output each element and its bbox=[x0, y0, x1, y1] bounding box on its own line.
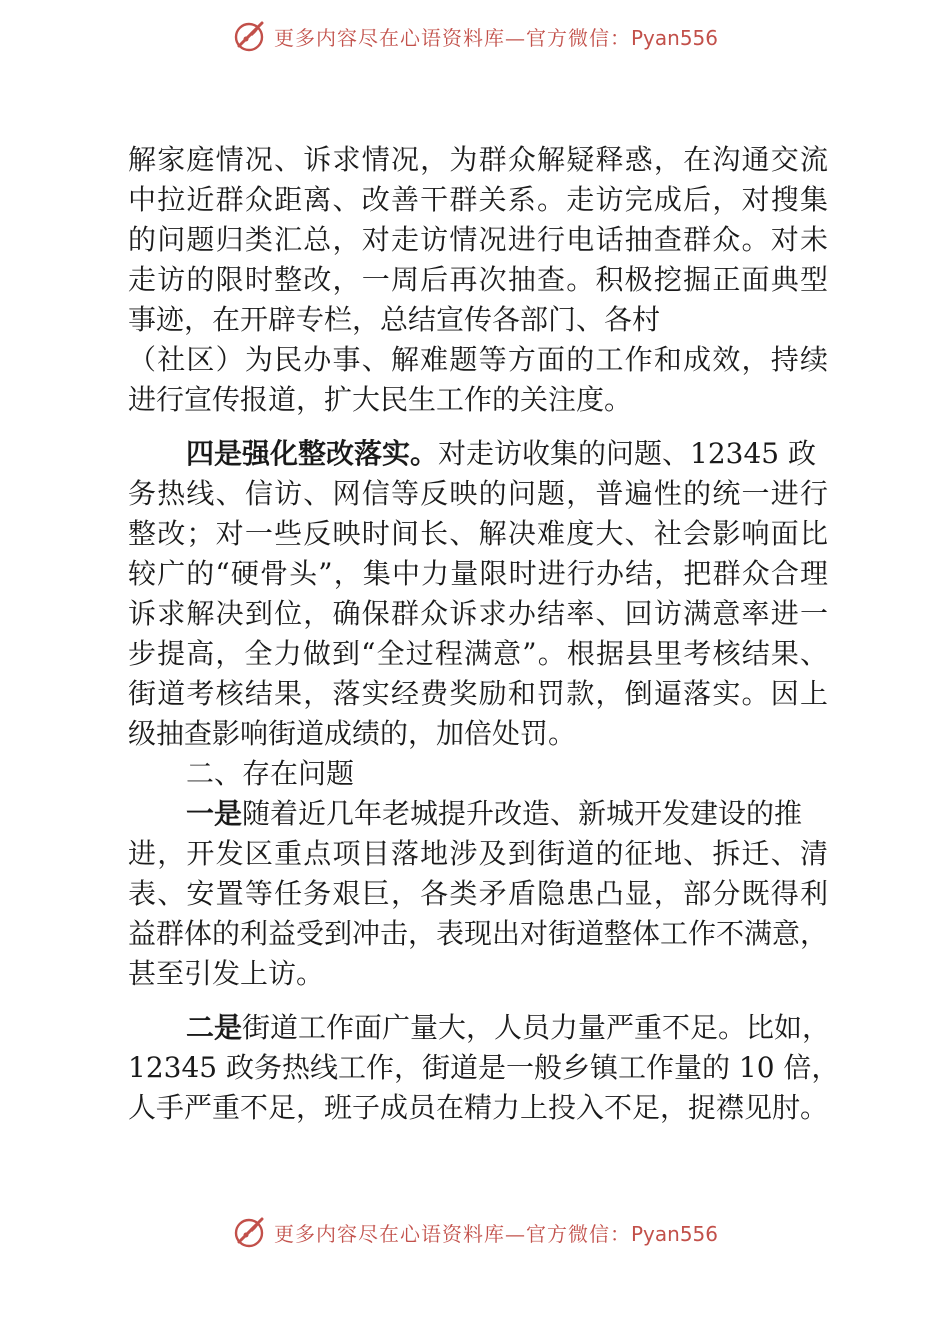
footer-banner bbox=[0, 1212, 950, 1252]
paragraph-4 bbox=[128, 1008, 840, 1128]
section-heading bbox=[128, 754, 828, 794]
quill-pen-circle-icon bbox=[232, 19, 266, 53]
quill-pen-circle-icon bbox=[232, 1215, 266, 1249]
text-line: 较广的“硬骨头”，集中力量限时进行办结，把群众合理 bbox=[128, 557, 828, 590]
text-line: 中拉近群众距离、改善干群关系。走访完成后，对搜集 bbox=[128, 183, 828, 216]
paragraph-1 bbox=[128, 140, 828, 420]
text-line: 诉求解决到位，确保群众诉求办结率、回访满意率进一 bbox=[128, 597, 828, 630]
text-line: 的问题归类汇总，对走访情况进行电话抽查群众。对未 bbox=[128, 223, 828, 256]
banner-text: 更多内容尽在心语资料库—官方微信：Pyan556 bbox=[273, 25, 718, 50]
text-line: 整改；对一些反映时间长、解决难度大、社会影响面比 bbox=[128, 517, 828, 550]
text-line: 务热线、信访、网信等反映的问题，普遍性的统一进行 bbox=[128, 477, 828, 510]
paragraph-3 bbox=[128, 794, 828, 994]
paragraph-2 bbox=[128, 434, 828, 754]
text-line: 步提高，全力做到“全过程满意”。根据县里考核结果、 bbox=[128, 637, 828, 670]
section-title: 二、存在问题 bbox=[186, 757, 355, 790]
text-line: 走访的限时整改，一周后再次抽查。积极挖掘正面典型 bbox=[128, 263, 828, 296]
text-line: 级抽查影响街道成绩的，加倍处罚。 bbox=[128, 717, 577, 750]
banner-wechat-id: Pyan556 bbox=[630, 1221, 718, 1246]
document-body bbox=[128, 140, 840, 1128]
text-line: 解家庭情况、诉求情况，为群众解疑释惑，在沟通交流 bbox=[128, 143, 828, 176]
text-line: 二是街道工作面广量大，人员力量严重不足。比如， bbox=[186, 1011, 831, 1044]
text-line: 事迹，在开辟专栏，总结宣传各部门、各村 bbox=[128, 303, 661, 336]
text-line: 12345 政务热线工作，街道是一般乡镇工作量的 10 倍， bbox=[128, 1051, 840, 1084]
paragraph-heading: 四是强化整改落实。 bbox=[186, 437, 439, 470]
text-line: 四是强化整改落实。对走访收集的问题、12345 政 bbox=[186, 437, 816, 470]
text-line: 人手严重不足，班子成员在精力上投入不足，捉襟见肘。 bbox=[128, 1091, 829, 1124]
text-line: 表、安置等任务艰巨，各类矛盾隐患凸显，部分既得利 bbox=[128, 877, 828, 910]
text-line: 进，开发区重点项目落地涉及到街道的征地、拆迁、清 bbox=[128, 837, 828, 870]
text-line: 一是随着近几年老城提升改造、新城开发建设的推 bbox=[186, 797, 803, 830]
text-line: 甚至引发上访。 bbox=[128, 957, 325, 990]
banner-text: 更多内容尽在心语资料库—官方微信：Pyan556 bbox=[273, 1221, 718, 1246]
text-line: 街道考核结果，落实经费奖励和罚款，倒逼落实。因上 bbox=[128, 677, 828, 710]
banner-wechat-id: Pyan556 bbox=[630, 25, 718, 50]
text-line: （社区）为民办事、解难题等方面的工作和成效，持续 bbox=[128, 343, 828, 376]
paragraph-heading: 二是 bbox=[186, 1011, 243, 1044]
header-banner bbox=[0, 16, 950, 56]
text-line: 益群体的利益受到冲击，表现出对街道整体工作不满意， bbox=[128, 917, 829, 950]
paragraph-heading: 一是 bbox=[186, 797, 243, 830]
text-line: 进行宣传报道，扩大民生工作的关注度。 bbox=[128, 383, 633, 416]
